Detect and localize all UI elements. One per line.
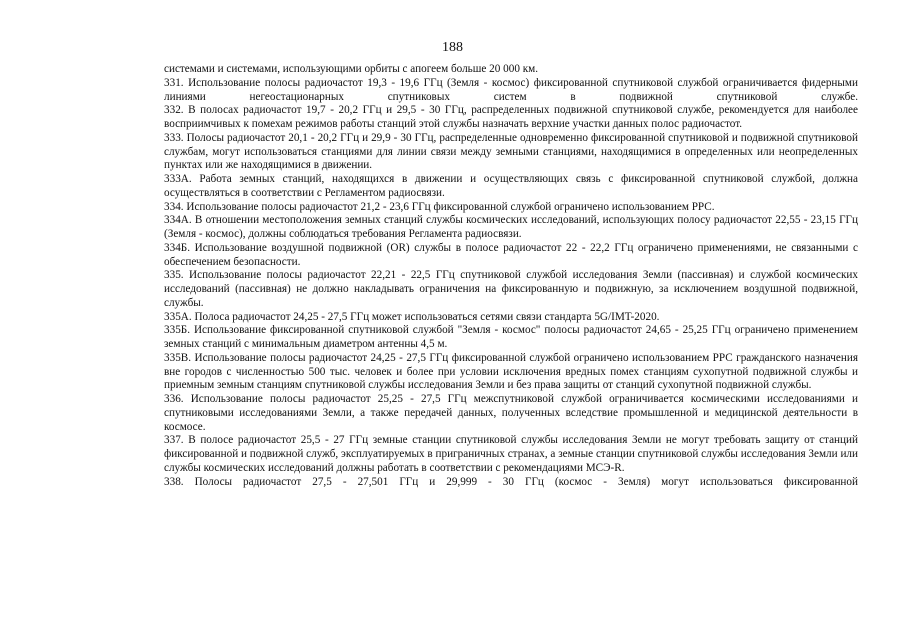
paragraph-335v: 335В. Использование полосы радиочастот 24,25 - 27,5 ГГц фиксированной службой ограничено использованием РРС гражданского назначения вне городов с численностью 500 тыс. человек и более при условии исключения вредных помех станциям сухопутной подвижной службы и приемным земным станциям спутниковой службы исследования Земли и без права защиты от станций сухопутной подвижной службы. — [164, 351, 858, 392]
paragraph-335a: 335А. Полоса радиочастот 24,25 - 27,5 ГГц может использоваться сетями связи стандарта 5G/IMT-2020. — [164, 310, 660, 323]
paragraph-331: 331. Использование полосы радиочастот 19,3 - 19,6 ГГц (Земля - космос) фиксированной спутниковой службой ограничивается фидерными линиями негеостационарных спутниковых систем в подвижной спутниковой службе. — [164, 76, 858, 103]
paragraph-335: 335. Использование полосы радиочастот 22,21 - 22,5 ГГц спутниковой службой исследования Земли (пассивная) и службой космических исследований (пассивная) не должно накладывать ограничения на фиксированную и подвижную, за исключением воздушной подвижной, службы. — [164, 269, 858, 309]
paragraph-332: 332. В полосах радиочастот 19,7 - 20,2 ГГц и 29,5 - 30 ГГц, распределенных подвижной спутниковой службе, рекомендуется для наиболее восприимчивых к помехам режимов работы станций этой службы назначать верхние участки данных полос радиочастот. — [164, 104, 858, 130]
document-body — [164, 63, 858, 489]
paragraph-continuation: системами и системами, использующими орбиты с апогеем больше 20 000 км. — [164, 63, 539, 75]
paragraph-336: 336. Использование полосы радиочастот 25,25 - 27,5 ГГц межспутниковой службой ограничивается космическими исследованиями и спутниковыми исследованиями Земли, а также передачей данных, полученных вследствие промышленной и медицинской деятельности в космосе. — [164, 393, 858, 433]
paragraph-338: 338. Полосы радиочастот 27,5 - 27,501 ГГц и 29,999 - 30 ГГц (космос - Земля) могут использоваться фиксированной — [164, 475, 858, 488]
paragraph-334a: 334А. В отношении местоположения земных станций службы космических исследований, использующих полосу радиочастот 22,55 - 23,15 ГГц (Земля - космос), должны соблюдаться требования Регламента радиосвязи. — [164, 214, 858, 240]
paragraph-335b: 335Б. Использование фиксированной спутниковой службой "Земля - космос" полосы радиочастот 24,65 - 25,25 ГГц ограничено применением земных станций с минимальным диаметром антенны 4,5 м. — [164, 324, 858, 350]
paragraph-334: 334. Использование полосы радиочастот 21,2 - 23,6 ГГц фиксированной службой ограничено использованием РРС. — [164, 200, 715, 213]
paragraph-334b: 334Б. Использование воздушной подвижной (OR) службы в полосе радиочастот 22 - 22,2 ГГц ограничено применениями, не связанными с обеспечением безопасности. — [164, 241, 858, 268]
paragraph-337: 337. В полосе радиочастот 25,5 - 27 ГГц земные станции спутниковой службы исследования Земли не могут требовать защиту от станций фиксированной и подвижной служб, эксплуатируемых в приграничных странах, а земные станции спутниковой службы исследования Земли или службы космических исследований должны работать в соответствии с рекомендациями МСЭ-R. — [164, 434, 858, 474]
page-number: 188 — [442, 40, 463, 55]
paragraph-333: 333. Полосы радиочастот 20,1 - 20,2 ГГц и 29,9 - 30 ГГц, распределенные одновременно фиксированной спутниковой и подвижной спутниковой службам, могут использоваться станциями для линии связи между земными станциями, находящимися в определенных или неопределенных пунктах или же находящимися в движении. — [164, 131, 858, 172]
paragraph-333a: 333А. Работа земных станций, находящихся в движении и осуществляющих связь с фиксированной спутниковой службой, должна осуществляться в соответствии с Регламентом радиосвязи. — [164, 173, 858, 199]
